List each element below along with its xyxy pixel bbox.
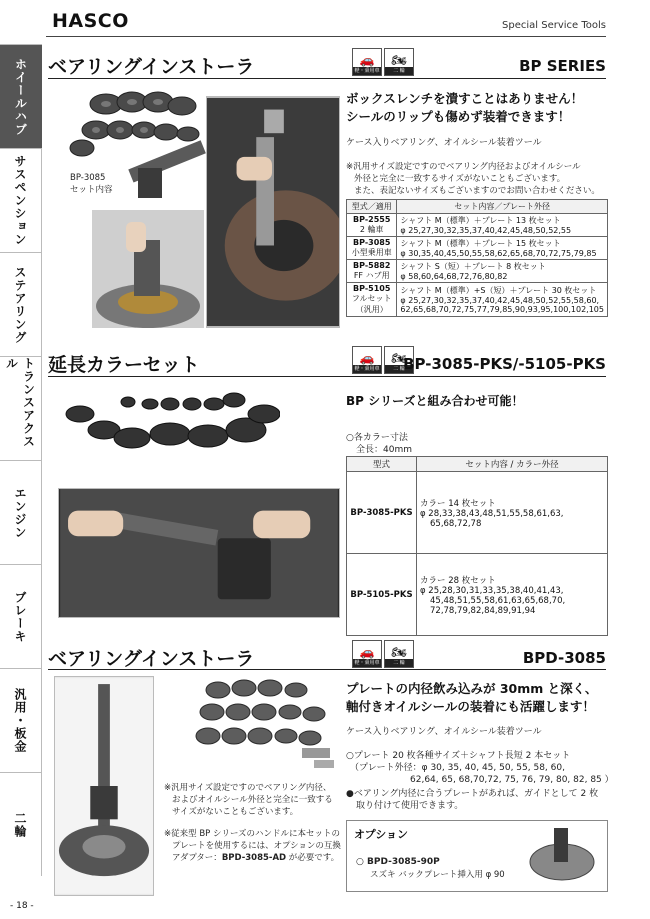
car-icon: 🚗 軽・乗用車: [352, 640, 382, 668]
photo-caption-model: BP-3085: [70, 173, 106, 183]
car-icon-caption: 軽・乗用車: [354, 660, 380, 666]
section3-lead-1: プレートの内径飲み込みが 30mm と深く、: [346, 681, 598, 696]
collar-set-photo: [58, 386, 280, 464]
installation-work-photo: [206, 96, 340, 328]
section3-title: ベアリングインストーラ: [48, 648, 255, 670]
table-row: [347, 260, 608, 283]
plate-sizes: φ 30,35,40,45,50,55,58,62,65,68,70,72,75,79,85: [400, 249, 597, 258]
section1-divider: [48, 78, 606, 79]
section1-lead-1: ボックスレンチを潰すことはありません！: [346, 91, 584, 106]
bpd-installer-photo: [54, 676, 154, 896]
set-contents: カラー 28 枚セット: [420, 575, 496, 586]
model-application: 小型乗用車: [351, 248, 392, 257]
collar-sizes-cont: 45,48,51,55,58,61,63,65,68,70, 72,78,79,82,84,89,91,94: [430, 595, 566, 616]
sidebar-tab-brake[interactable]: [0, 564, 42, 668]
bp-series-spec-table: [346, 199, 608, 317]
section3-divider: [48, 669, 606, 670]
sidebar-tab-label: ブレーキ: [13, 590, 27, 643]
collar-dimensions-label: ○各カラー寸法: [346, 433, 408, 443]
sidebar-tab-wheel-hub[interactable]: [0, 44, 42, 148]
section2-model: BP-3085-PKS/-5105-PKS: [403, 355, 606, 373]
model-application: フルセット（汎用）: [351, 294, 392, 314]
car-icon-caption: 軽・乗用車: [354, 366, 380, 372]
section3-model: BPD-3085: [522, 649, 606, 667]
collar-length: 全長：40mm: [356, 445, 412, 455]
section2-lead: BP シリーズと組み合わせ可能！: [346, 394, 524, 408]
car-icon-caption: 軽・乗用車: [354, 68, 380, 74]
section3-description: ケース入りベアリング、オイルシール装着ツール: [346, 727, 542, 737]
section3-note-a2: およびオイルシール外径と完全に一致する: [172, 795, 333, 805]
collar-spec-table: [346, 456, 608, 636]
section3-spec-5: 取り付けて使用できます。: [356, 801, 464, 811]
collar-sizes: φ 28,33,38,43,48,51,55,58,61,63,: [420, 508, 564, 519]
sidebar-tab-suspension[interactable]: [0, 148, 42, 252]
sidebar-tab-steering[interactable]: [0, 252, 42, 356]
collar-sizes: φ 25,28,30,31,33,35,38,40,41,43,: [420, 585, 564, 596]
table-header-contents: セット内容／プレート外径: [397, 200, 608, 214]
adapter-model: BPD-3085-AD: [221, 853, 287, 863]
model-application: FF ハブ用: [353, 271, 390, 280]
option-heading: オプション: [354, 828, 409, 841]
option-model: ○ BPD-3085-90P: [356, 857, 440, 867]
plate-sizes: φ 58,60,64,68,72,76,80,82: [400, 272, 508, 281]
option-description: スズキ バックプレート挿入用 φ 90: [370, 870, 505, 880]
header-divider: [46, 36, 606, 37]
section3-note-a1: ※汎用サイズ設定ですのでベアリング内径、: [164, 783, 332, 793]
category-sidebar: [0, 44, 42, 876]
table-header-model: 型式: [347, 457, 417, 472]
section3-note-b2: プレートを使用するには、オプションの互換: [172, 841, 341, 851]
table-header-model: 型式／適用: [347, 200, 397, 214]
motorcycle-icon: 🏍 二 輪: [384, 640, 414, 668]
section2-title: 延長カラーセット: [48, 354, 200, 376]
sidebar-tab-label: 汎用・板金: [13, 688, 27, 753]
car-icon: 🚗 軽・乗用車: [352, 346, 382, 374]
sidebar-tab-label: エンジン: [13, 486, 27, 539]
sidebar-tab-transaxle[interactable]: [0, 356, 42, 460]
plate-sizes: φ 25,27,30,32,35,37,40,42,45,48,50,52,55: [400, 226, 572, 235]
sidebar-tab-label: 二輪: [13, 811, 27, 838]
motorcycle-icon-caption: 二 輪: [385, 67, 413, 75]
model-code: BP-2555: [353, 215, 391, 224]
header-category: Special Service Tools: [502, 20, 606, 31]
sidebar-tab-label: ステアリング: [13, 265, 27, 344]
model-code: BP-3085: [353, 238, 391, 247]
sidebar-tab-engine[interactable]: [0, 460, 42, 564]
table-row: [347, 554, 608, 636]
section3-note-b1: ※従来型 BP シリーズのハンドルに本セットの: [164, 829, 341, 839]
motorcycle-icon-caption: 二 輪: [385, 659, 413, 667]
set-contents: カラー 14 枚セット: [420, 498, 496, 509]
set-contents: シャフト S（短）＋プレート 8 枚セット: [400, 262, 546, 271]
set-contents: シャフト M（標準）＋プレート 13 枚セット: [400, 216, 561, 225]
section3-spec-2: （プレート外径：φ 30, 35, 40, 45, 50, 55, 58, 60,: [350, 763, 565, 773]
motorcycle-icon-caption: 二 輪: [385, 365, 413, 373]
sidebar-tab-motorcycle[interactable]: [0, 772, 42, 876]
section1-model: BP SERIES: [519, 57, 606, 75]
motorcycle-icon: 🏍 二 輪: [384, 346, 414, 374]
model-application: 2 輪車: [359, 225, 384, 234]
bpd-plate-set-photo: [190, 676, 340, 772]
section3-note-b3: [172, 852, 339, 864]
sidebar-tab-label: サスペンション: [13, 155, 27, 246]
sidebar-tab-label: トランスアクスル: [4, 357, 36, 448]
section1-title: ベアリングインストーラ: [48, 56, 255, 78]
section3-spec-4: ●ベアリング内径に合うプレートがあれば、ガイドとして 2 枚: [346, 789, 599, 799]
table-row: [347, 214, 608, 237]
table-row: [347, 472, 608, 554]
set-contents: シャフト M（標準）＋プレート 15 枚セット: [400, 239, 561, 248]
option-plate-photo: [526, 824, 604, 888]
section1-lead-2: シールのリップも傷めず装着できます！: [346, 109, 571, 124]
car-icon: 🚗 軽・乗用車: [352, 48, 382, 76]
note-b3-prefix: アダプター：: [172, 853, 222, 863]
section3-lead-2: 軸付きオイルシールの装着にも活躍します！: [346, 699, 595, 714]
table-row: [347, 283, 608, 317]
collar-use-photo: [58, 488, 340, 618]
model-code: BP-3085-PKS: [347, 472, 417, 554]
table-header-contents: セット内容 / カラー外径: [417, 457, 608, 472]
plate-sizes: φ 25,27,30,32,35,37,40,42,45,48,50,52,55,58,60, 62,65,68,70,72,75,77,79,85,90,93,95,100,102,105: [400, 296, 604, 314]
note-b3-suffix: が必要です。: [286, 853, 340, 863]
table-row: [347, 237, 608, 260]
model-code: BP-5105: [353, 284, 391, 293]
set-contents: シャフト M（標準）+S（短）＋プレート 30 枚セット: [400, 286, 597, 295]
photo-caption-set: セット内容: [70, 185, 113, 195]
sidebar-tab-general[interactable]: [0, 668, 42, 772]
page-number: - 18 -: [10, 901, 34, 911]
section2-divider: [48, 376, 606, 377]
sidebar-tab-label: ホイールハブ: [13, 57, 28, 136]
installer-hub-photo: [92, 210, 204, 328]
model-code: BP-5882: [353, 261, 391, 270]
section3-spec-1: ○プレート 20 枚各種サイズ＋シャフト長短 2 本セット: [346, 751, 571, 761]
hasco-logo: HASCO: [52, 10, 129, 32]
model-code: BP-5105-PKS: [347, 554, 417, 636]
section1-note-3: また、表記ないサイズもございますのでお問い合わせください。: [354, 186, 600, 196]
section3-spec-3: 62,64, 65, 68,70,72, 75, 76, 79, 80, 82, 85 ）: [410, 775, 614, 785]
section1-note-1: ※汎用サイズ設定ですのでベアリング内径およびオイルシール: [346, 162, 581, 172]
motorcycle-icon: 🏍 二 輪: [384, 48, 414, 76]
section1-description: ケース入りベアリング、オイルシール装着ツール: [346, 138, 542, 148]
collar-sizes-cont: 65,68,72,78: [430, 518, 482, 529]
section1-note-2: 外径と完全に一致するサイズがないこともございます。: [354, 174, 566, 184]
section3-note-a3: サイズがないこともございます。: [172, 807, 299, 817]
